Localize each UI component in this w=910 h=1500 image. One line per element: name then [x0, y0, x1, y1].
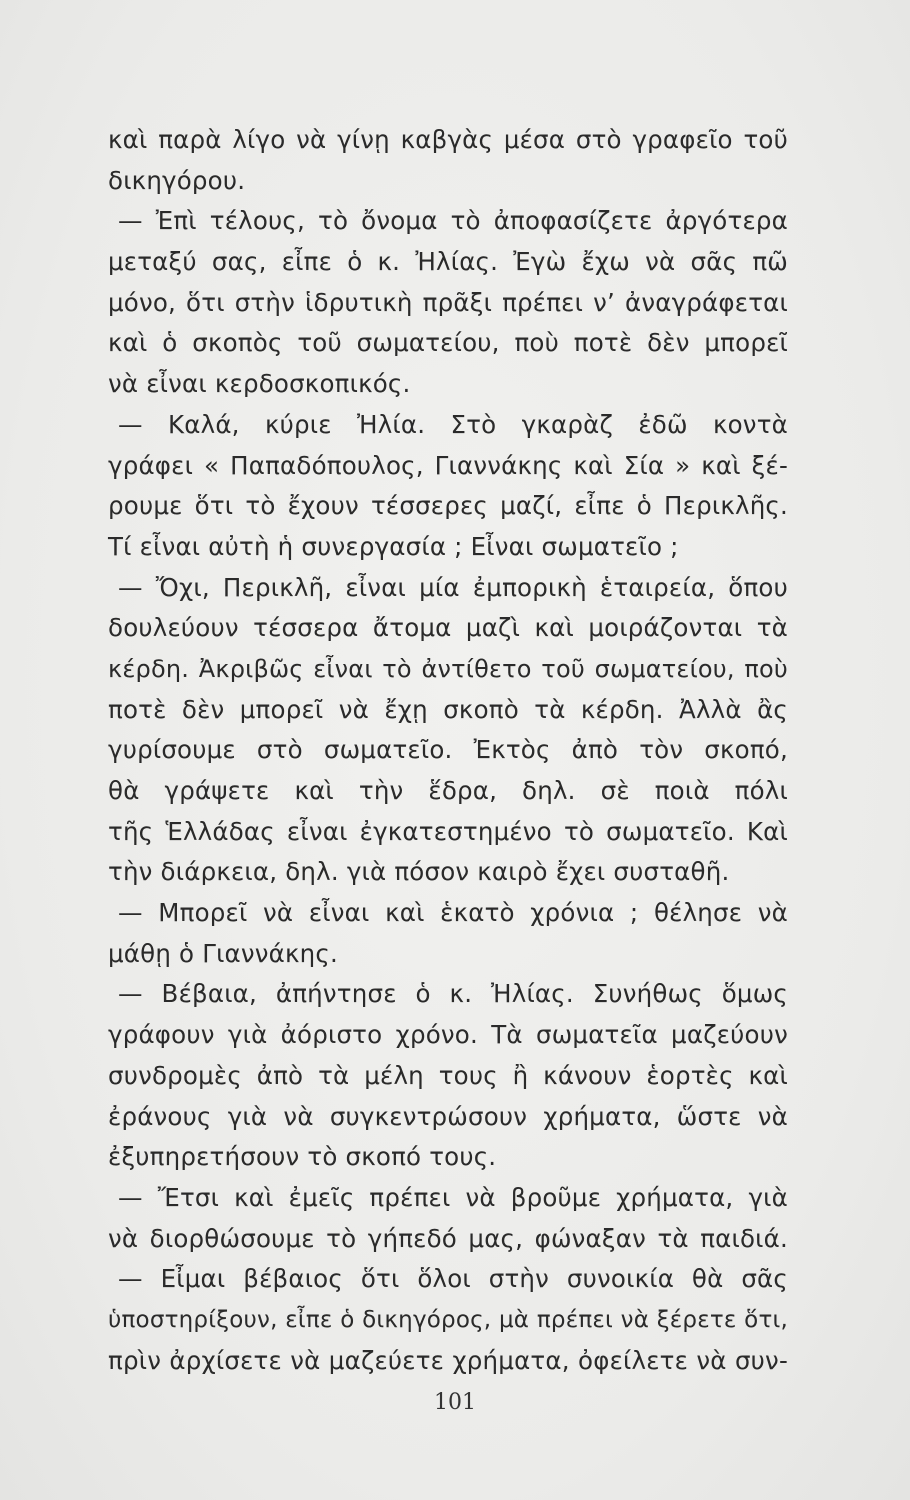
body-text [108, 120, 788, 1381]
text-line: καὶ ὁ σκοπὸς τοῦ σωματείου, ποὺ ποτὲ δὲν μπορεῖ [108, 328, 788, 358]
text-line: νὰ διορθώσουμε τὸ γήπεδό μας, φώναξαν τὰ παιδιά. [108, 1223, 788, 1253]
text-line: καὶ παρὰ λίγο νὰ γίνῃ καβγὰς μέσα στὸ γραφεῖο τοῦ [108, 125, 788, 154]
text-line: θὰ γράψετε καὶ τὴν ἕδρα, δηλ. σὲ ποιὰ πόλι [108, 776, 788, 805]
text-line: ρουμε ὅτι τὸ ἔχουν τέσσερες μαζί, εἶπε ὁ Περικλῆς. [108, 491, 788, 521]
text-line: πρὶν ἀρχίσετε νὰ μαζεύετε χρήματα, ὀφείλετε νὰ συν- [108, 1345, 788, 1375]
text-line: δουλεύουν τέσσερα ἄτομα μαζὶ καὶ μοιράζονται τὰ [108, 613, 788, 643]
text-line: — Ἔτσι καὶ ἐμεῖς πρέπει νὰ βροῦμε χρήματα, γιὰ [118, 1182, 788, 1212]
text-line: γυρίσουμε στὸ σωματεῖο. Ἐκτὸς ἀπὸ τὸν σκοπό, [108, 735, 788, 765]
text-line: ποτὲ δὲν μπορεῖ νὰ ἔχῃ σκοπὸ τὰ κέρδη. Ἀλλὰ ἂς [108, 694, 788, 724]
text-line: — Καλά, κύριε Ἠλία. Στὸ γκαρὰζ ἐδῶ κοντὰ [118, 409, 788, 439]
text-line: κέρδη. Ἀκριβῶς εἶναι τὸ ἀντίθετο τοῦ σωματείου, ποὺ [108, 654, 788, 683]
text-line: γράφει « Παπαδόπουλος, Γιαννάκης καὶ Σία » καὶ ξέ- [108, 450, 788, 480]
text-line: μόνο, ὅτι στὴν ἱδρυτικὴ πρᾶξι πρέπει ν’ ἀναγράφεται [108, 287, 788, 317]
text-line: τὴν διάρκεια, δηλ. γιὰ πόσον καιρὸ ἔχει συσταθῆ. [108, 857, 730, 887]
text-line: νὰ εἶναι κερδοσκοπικός. [108, 369, 411, 399]
text-line: ὑποστηρίξουν, εἶπε ὁ δικηγόρος, μὰ πρέπει νὰ ξέρετε ὅτι, [108, 1306, 788, 1333]
text-line: Τί εἶναι αὐτὴ ἡ συνεργασία ; Εἶναι σωματεῖο ; [108, 531, 679, 561]
text-line: — Μπορεῖ νὰ εἶναι καὶ ἑκατὸ χρόνια ; θέλησε νὰ [118, 898, 788, 928]
text-line: — Ὄχι, Περικλῆ, εἶναι μία ἐμπορικὴ ἑταιρεία, ὅπου [118, 572, 788, 602]
text-line: συνδρομὲς ἀπὸ τὰ μέλη τους ἢ κάνουν ἑορτὲς καὶ [108, 1060, 788, 1090]
text-line: ἐξυπηρετήσουν τὸ σκοπό τους. [108, 1142, 497, 1172]
text-line: μάθῃ ὁ Γιαννάκης. [108, 938, 338, 968]
text-line: — Βέβαια, ἀπήντησε ὁ κ. Ἠλίας. Συνήθως ὅμως [118, 979, 788, 1009]
text-line: — Εἶμαι βέβαιος ὅτι ὅλοι στὴν συνοικία θὰ σᾶς [118, 1264, 788, 1294]
text-line: ἐράνους γιὰ νὰ συγκεντρώσουν χρήματα, ὥστε νὰ [108, 1101, 788, 1131]
page-number: 101 [434, 1390, 476, 1415]
text-line: δικηγόρου. [108, 165, 246, 195]
text-line: — Ἐπὶ τέλους, τὸ ὄνομα τὸ ἀποφασίζετε ἀργότερα [118, 206, 788, 236]
text-line: γράφουν γιὰ ἀόριστο χρόνο. Τὰ σωματεῖα μαζεύουν [108, 1020, 788, 1050]
text-line: τῆς Ἑλλάδας εἶναι ἐγκατεστημένο τὸ σωματεῖο. Καὶ [108, 816, 788, 846]
text-line: μεταξύ σας, εἶπε ὁ κ. Ἠλίας. Ἐγὼ ἔχω νὰ σᾶς πῶ [108, 247, 788, 277]
